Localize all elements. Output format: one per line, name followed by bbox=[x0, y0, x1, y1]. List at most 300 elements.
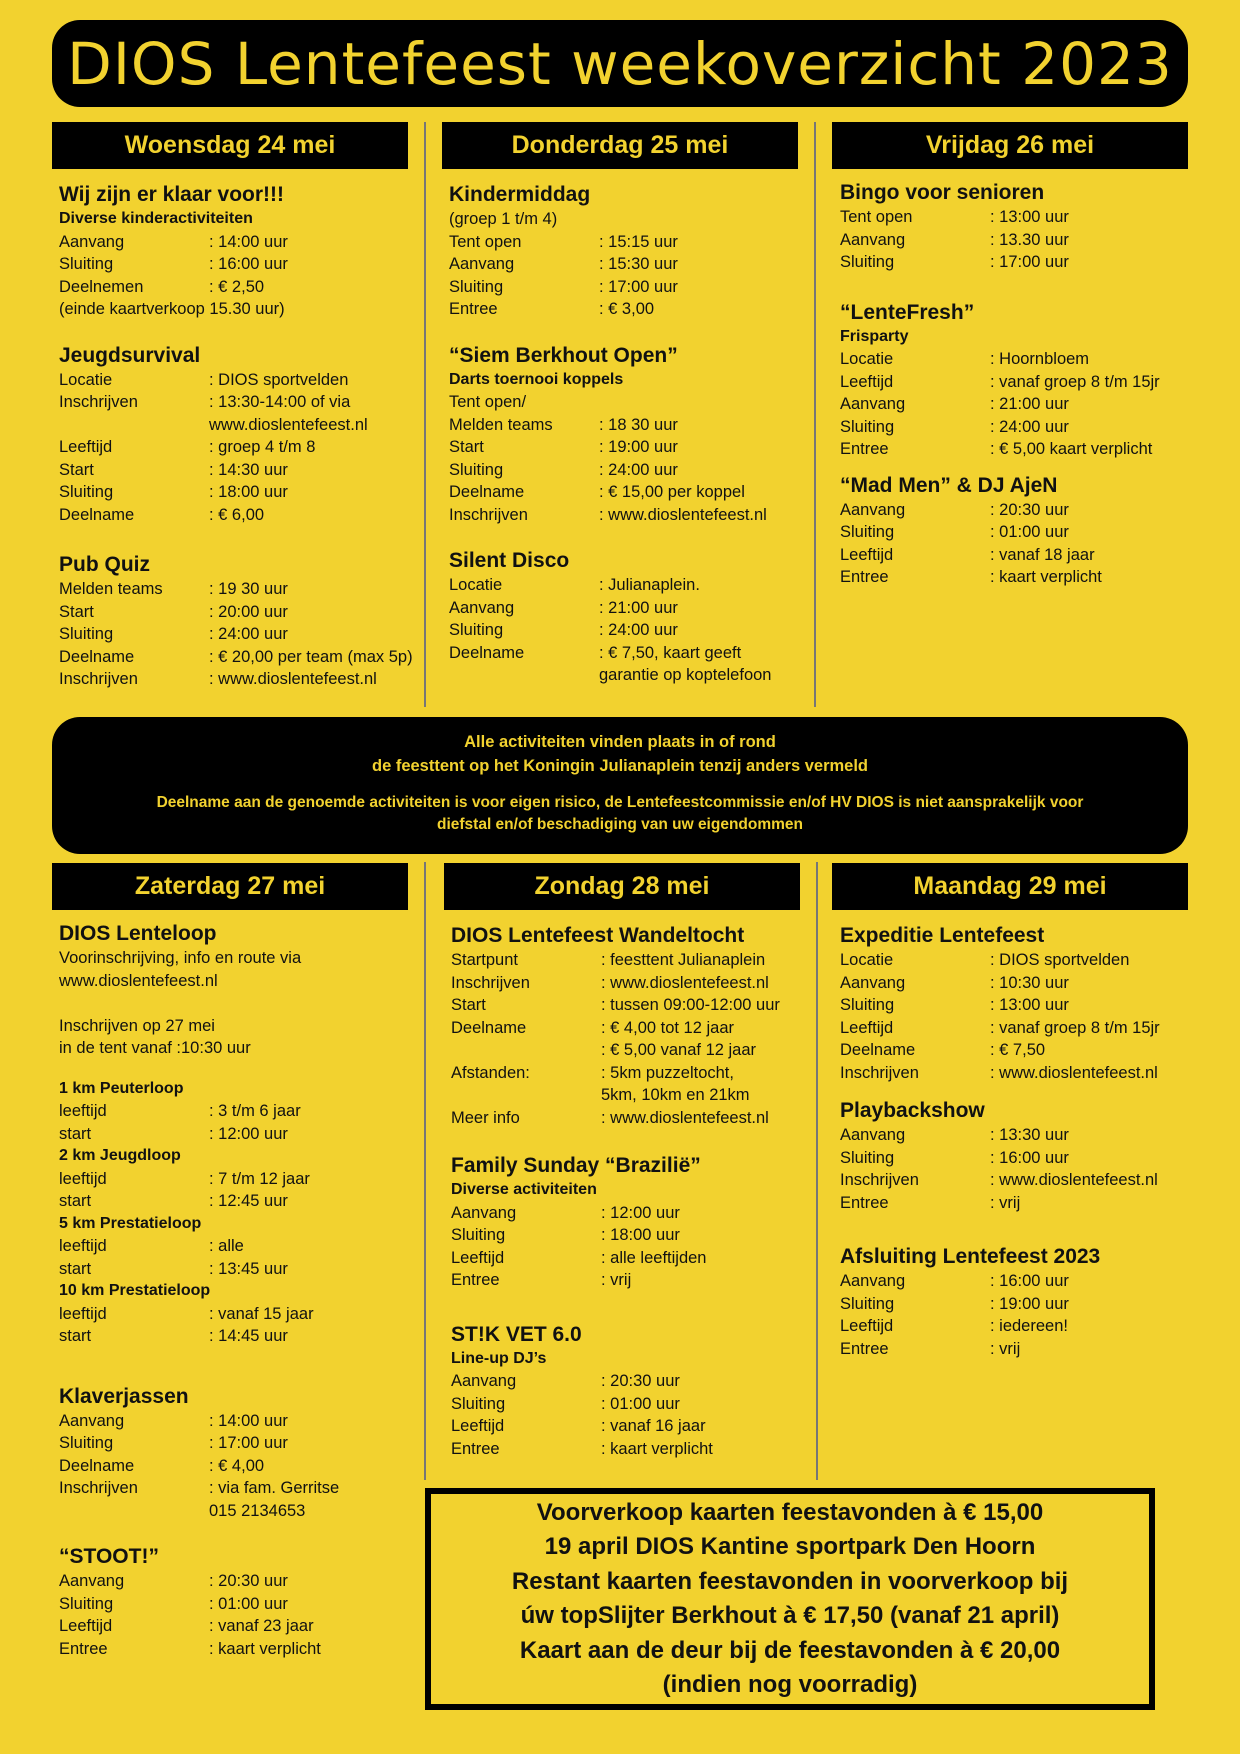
event-title: ST!K VET 6.0 bbox=[451, 1322, 582, 1346]
info-label: Melden teams bbox=[449, 415, 553, 434]
info-label: Entree bbox=[840, 568, 889, 586]
day-header-wednesday: Woensdag 24 mei bbox=[52, 122, 408, 169]
info-label: Sluiting bbox=[840, 523, 895, 541]
day-column-monday bbox=[840, 923, 1210, 1382]
info-value: : 15:30 uur bbox=[599, 255, 678, 273]
info-label: Inschrijven bbox=[59, 670, 138, 688]
info-value: : 20:30 uur bbox=[990, 500, 1069, 519]
day-header-monday: Maandag 29 mei bbox=[832, 863, 1188, 910]
info-row bbox=[451, 1269, 821, 1292]
info-row bbox=[59, 1477, 429, 1522]
info-value: : vanaf groep 8 t/m 15jr bbox=[990, 1018, 1160, 1037]
info-value: : € 5,00 vanaf 12 jaar bbox=[601, 1041, 757, 1059]
info-row bbox=[59, 1432, 429, 1455]
info-value: : DIOS sportvelden bbox=[990, 951, 1130, 969]
info-label: Aanvang bbox=[449, 255, 515, 273]
info-row bbox=[449, 436, 819, 459]
info-label bbox=[451, 1039, 601, 1062]
info-value: : 24:00 uur bbox=[599, 621, 678, 639]
info-row bbox=[840, 1192, 1210, 1215]
info-row bbox=[59, 253, 429, 276]
info-row bbox=[840, 1338, 1210, 1361]
info-value: : www.dioslentefeest.nl bbox=[601, 1108, 769, 1127]
info-value: : 20:30 uur bbox=[601, 1372, 680, 1390]
event-title: Playbackshow bbox=[840, 1099, 985, 1122]
info-value: : 3 t/m 6 jaar bbox=[209, 1102, 301, 1120]
info-row bbox=[59, 1235, 429, 1258]
info-row bbox=[840, 371, 1210, 394]
info-label: Deelname bbox=[59, 647, 135, 666]
info-label: Locatie bbox=[449, 576, 503, 594]
info-value: : groep 4 t/m 8 bbox=[209, 438, 316, 456]
info-label: Start bbox=[59, 460, 94, 479]
info-value: : 20:30 uur bbox=[209, 1572, 288, 1590]
event-subtitle: Line-up DJ’s bbox=[451, 1349, 547, 1367]
info-value: : www.dioslentefeest.nl bbox=[599, 505, 767, 524]
event-title: Expeditie Lentefeest bbox=[840, 924, 1045, 947]
day-column-saturday bbox=[59, 921, 429, 1682]
info-row bbox=[449, 504, 819, 527]
info-row bbox=[840, 949, 1210, 972]
info-row bbox=[451, 1370, 821, 1393]
info-row bbox=[840, 206, 1210, 229]
info-value: : 18:00 uur bbox=[601, 1226, 680, 1244]
info-label: Aanvang bbox=[840, 1126, 906, 1144]
event-subtitle: Frisparty bbox=[840, 327, 909, 345]
info-row bbox=[840, 1039, 1210, 1062]
info-row bbox=[840, 499, 1210, 522]
info-row bbox=[451, 1107, 821, 1130]
info-label: Leeftijd bbox=[59, 1617, 113, 1635]
info-label: Aanvang bbox=[59, 1572, 125, 1590]
event-subtitle: Darts toernooi koppels bbox=[449, 370, 624, 388]
event-title: “Siem Berkhout Open” bbox=[449, 343, 678, 367]
info-label: Sluiting bbox=[59, 255, 114, 273]
info-label: Aanvang bbox=[451, 1372, 517, 1390]
info-value: : 15:15 uur bbox=[599, 232, 678, 251]
info-row bbox=[840, 1169, 1210, 1192]
info-label: Sluiting bbox=[840, 1294, 895, 1313]
event-line bbox=[59, 992, 429, 1015]
info-label: Entree bbox=[451, 1271, 500, 1289]
info-value: : www.dioslentefeest.nl bbox=[990, 1063, 1158, 1082]
info-value: : www.dioslentefeest.nl bbox=[990, 1171, 1158, 1189]
info-label: leeftijd bbox=[59, 1169, 107, 1188]
info-value: : 01:00 uur bbox=[209, 1594, 288, 1613]
info-row bbox=[59, 481, 429, 504]
info-value: : kaart verplicht bbox=[990, 568, 1102, 586]
ticket-line: (indien nog voorradig) bbox=[662, 1671, 918, 1698]
day-column-thursday bbox=[449, 182, 819, 709]
info-value: : 13:30-14:00 of via www.dioslentefeest.nl bbox=[209, 393, 368, 434]
info-label: Inschrijven bbox=[840, 1063, 919, 1082]
ticket-line: Restant kaarten feestavonden in voorverkoop bij bbox=[511, 1567, 1069, 1595]
info-row bbox=[840, 416, 1210, 439]
info-value: : € 5,00 kaart verplicht bbox=[990, 440, 1153, 458]
info-label: Sluiting bbox=[451, 1226, 506, 1244]
info-value: : Hoornbloem bbox=[990, 350, 1090, 368]
info-value: : 19:00 uur bbox=[990, 1294, 1069, 1313]
event-title: Wij zijn er klaar voor!!! bbox=[59, 183, 285, 206]
info-label: Afstanden: bbox=[451, 1063, 530, 1082]
event-block bbox=[449, 343, 819, 527]
info-value: : € 4,00 tot 12 jaar bbox=[601, 1018, 735, 1037]
info-row bbox=[840, 1293, 1210, 1316]
info-row bbox=[449, 642, 819, 687]
event-title: Family Sunday “Brazilië” bbox=[451, 1154, 701, 1177]
info-row bbox=[451, 1224, 821, 1247]
info-value: : 24:00 uur bbox=[990, 417, 1069, 436]
info-row bbox=[59, 668, 429, 691]
ticket-line: 19 april DIOS Kantine sportpark Den Hoorn bbox=[544, 1533, 1036, 1560]
info-label: Aanvang bbox=[840, 500, 906, 519]
ticket-line: Kaart aan de deur bij de feestavonden à € 20,00 bbox=[519, 1636, 1061, 1664]
notice-line: Alle activiteiten vinden plaats in of rond bbox=[464, 733, 776, 751]
info-label: start bbox=[59, 1124, 92, 1143]
info-row bbox=[840, 972, 1210, 995]
info-row bbox=[840, 438, 1210, 461]
info-value: : via fam. Gerritse 015 2134653 bbox=[209, 1479, 340, 1520]
info-value: : www.dioslentefeest.nl bbox=[601, 973, 769, 992]
info-value: : 14:30 uur bbox=[209, 460, 288, 479]
info-label: Aanvang bbox=[840, 395, 906, 413]
day-column-wednesday bbox=[59, 182, 429, 713]
info-value: : 18 30 uur bbox=[599, 415, 678, 434]
info-label: Start bbox=[451, 996, 486, 1014]
info-value: : 7 t/m 12 jaar bbox=[209, 1169, 310, 1188]
info-row bbox=[59, 459, 429, 482]
info-label: Aanvang bbox=[840, 230, 906, 249]
info-label: Locatie bbox=[59, 370, 113, 389]
info-row bbox=[449, 298, 819, 321]
info-value: : 16:00 uur bbox=[209, 255, 288, 273]
info-row bbox=[451, 1017, 821, 1040]
info-row bbox=[59, 436, 429, 459]
disclaimer-line: Deelname aan de genoemde activiteiten is voor eigen risico, de Lentefeestcommissie en/of HV DIOS is niet aansprakelijk voor bbox=[156, 794, 1084, 811]
info-value: : iedereen! bbox=[990, 1317, 1068, 1335]
info-row bbox=[449, 414, 819, 437]
info-label: Locatie bbox=[840, 951, 894, 969]
info-label: Leeftijd bbox=[451, 1248, 505, 1267]
info-row bbox=[451, 972, 821, 995]
info-label: Inschrijven bbox=[840, 1171, 919, 1189]
info-label: Entree bbox=[59, 1639, 108, 1658]
event-note: (einde kaartverkoop 15.30 uur) bbox=[59, 300, 285, 318]
info-label: start bbox=[59, 1192, 92, 1210]
event-title: Silent Disco bbox=[449, 549, 570, 572]
info-label: Sluiting bbox=[449, 621, 504, 639]
info-label: Inschrijven bbox=[449, 505, 528, 524]
info-label: Sluiting bbox=[59, 1434, 114, 1452]
info-row bbox=[840, 521, 1210, 544]
info-value: : € 20,00 per team (max 5p) bbox=[209, 647, 413, 666]
info-label: Deelname bbox=[451, 1018, 527, 1037]
info-value: : 17:00 uur bbox=[990, 253, 1069, 271]
event-block bbox=[840, 300, 1210, 461]
info-value: : tussen 09:00-12:00 uur bbox=[601, 996, 780, 1014]
event-title: Pub Quiz bbox=[59, 553, 150, 576]
info-value: : € 15,00 per koppel bbox=[599, 483, 745, 501]
info-row bbox=[59, 231, 429, 254]
info-row bbox=[59, 1303, 429, 1326]
info-value: : vanaf 18 jaar bbox=[990, 545, 1095, 564]
info-row bbox=[449, 253, 819, 276]
info-label: Sluiting bbox=[840, 417, 895, 436]
info-row bbox=[449, 276, 819, 299]
title-banner bbox=[52, 20, 1188, 107]
day-header-saturday: Zaterdag 27 mei bbox=[52, 863, 408, 910]
info-row bbox=[449, 231, 819, 254]
day-header-friday: Vrijdag 26 mei bbox=[832, 122, 1188, 169]
info-label: Deelname bbox=[449, 643, 525, 662]
disclaimer-line: diefstal en/of beschadiging van uw eigendommen bbox=[436, 816, 804, 833]
event-note: (groep 1 t/m 4) bbox=[449, 210, 558, 228]
info-row bbox=[840, 994, 1210, 1017]
run-name: 1 km Peuterloop bbox=[59, 1079, 184, 1097]
info-label: Sluiting bbox=[449, 460, 504, 479]
info-value: : alle leeftijden bbox=[601, 1248, 707, 1267]
info-value: : € 7,50, kaart geeft garantie op koptelefoon bbox=[599, 643, 772, 684]
info-row bbox=[59, 623, 429, 646]
info-value: : 21:00 uur bbox=[990, 395, 1069, 413]
event-block bbox=[840, 923, 1210, 1084]
info-value: : 13:45 uur bbox=[209, 1259, 288, 1278]
event-block bbox=[840, 180, 1210, 274]
info-row bbox=[449, 574, 819, 597]
info-row bbox=[451, 1438, 821, 1461]
info-value: : € 6,00 bbox=[209, 505, 265, 524]
info-value: : 24:00 uur bbox=[599, 460, 678, 479]
info-row bbox=[59, 1325, 429, 1348]
info-label: Aanvang bbox=[59, 232, 125, 251]
info-row bbox=[59, 578, 429, 601]
info-row bbox=[840, 1315, 1210, 1338]
event-block bbox=[451, 1322, 821, 1461]
info-row bbox=[840, 544, 1210, 567]
event-block bbox=[59, 921, 429, 1348]
info-value: : 18:00 uur bbox=[209, 483, 288, 501]
info-value: : vrij bbox=[990, 1193, 1021, 1212]
info-row bbox=[59, 1410, 429, 1433]
info-value: : 20:00 uur bbox=[209, 602, 288, 621]
info-value: : vrij bbox=[601, 1271, 632, 1289]
info-row bbox=[451, 1393, 821, 1416]
info-label: Deelname bbox=[840, 1041, 916, 1059]
event-title: Afsluiting Lentefeest 2023 bbox=[840, 1245, 1101, 1268]
event-block bbox=[840, 1244, 1210, 1360]
info-value: : 13:00 uur bbox=[990, 208, 1069, 226]
info-label: leeftijd bbox=[59, 1102, 107, 1120]
info-row bbox=[449, 481, 819, 504]
info-row bbox=[451, 949, 821, 972]
info-value: : 5km puzzeltocht, 5km, 10km en 21km bbox=[601, 1063, 750, 1104]
info-row bbox=[840, 251, 1210, 274]
info-value: : 16:00 uur bbox=[990, 1272, 1069, 1290]
info-value: : 14:00 uur bbox=[209, 1411, 288, 1430]
info-label: Leeftijd bbox=[840, 372, 894, 391]
info-value: : 01:00 uur bbox=[601, 1394, 680, 1413]
info-label: Sluiting bbox=[449, 277, 504, 296]
info-value: : 10:30 uur bbox=[990, 973, 1069, 992]
info-label: Entree bbox=[449, 300, 498, 318]
info-label: Sluiting bbox=[840, 996, 895, 1014]
info-label: Inschrijven bbox=[451, 973, 530, 992]
info-row bbox=[451, 1202, 821, 1225]
event-block bbox=[449, 548, 819, 687]
event-title: “Mad Men” & DJ AjeN bbox=[840, 473, 1058, 497]
info-row bbox=[840, 566, 1210, 589]
info-row bbox=[451, 994, 821, 1017]
info-value: : www.dioslentefeest.nl bbox=[209, 670, 377, 688]
info-row bbox=[59, 601, 429, 624]
info-row bbox=[59, 276, 429, 299]
info-label: Melden teams bbox=[59, 580, 163, 598]
info-row bbox=[59, 1455, 429, 1478]
event-title: Klaverjassen bbox=[59, 1384, 189, 1408]
info-value: : € 2,50 bbox=[209, 277, 265, 296]
info-label: Leeftijd bbox=[59, 438, 113, 456]
event-title: “LenteFresh” bbox=[840, 300, 975, 324]
info-value: : kaart verplicht bbox=[601, 1439, 713, 1458]
info-label: Aanvang bbox=[451, 1203, 517, 1222]
event-title: Bingo voor senioren bbox=[840, 181, 1045, 204]
info-value: : 19:00 uur bbox=[599, 438, 678, 456]
event-block bbox=[59, 343, 429, 527]
info-value: : 12:00 uur bbox=[209, 1124, 288, 1143]
info-row bbox=[59, 1258, 429, 1281]
info-value: : alle bbox=[209, 1237, 244, 1255]
info-label: Aanvang bbox=[840, 1272, 906, 1290]
info-label: leeftijd bbox=[59, 1304, 107, 1323]
event-note: Tent open/ bbox=[449, 393, 527, 411]
event-block bbox=[59, 552, 429, 691]
info-label: Sluiting bbox=[59, 1594, 114, 1613]
event-block bbox=[451, 923, 821, 1129]
ticket-line: Voorverkoop kaarten feestavonden à € 15,00 bbox=[536, 1498, 1044, 1526]
info-row bbox=[840, 348, 1210, 371]
day-header-sunday: Zondag 28 mei bbox=[444, 863, 800, 910]
info-value: : 13:30 uur bbox=[990, 1126, 1069, 1144]
info-value: : 12:00 uur bbox=[601, 1203, 680, 1222]
info-label: Sluiting bbox=[59, 625, 114, 643]
info-value: : vanaf 23 jaar bbox=[209, 1617, 314, 1635]
info-label: Deelname bbox=[59, 1456, 135, 1475]
info-row bbox=[449, 597, 819, 620]
event-subtitle: Diverse activiteiten bbox=[451, 1181, 597, 1198]
info-label: Entree bbox=[840, 1339, 889, 1358]
info-row bbox=[59, 504, 429, 527]
info-label: Aanvang bbox=[59, 1411, 125, 1430]
info-value: : 12:45 uur bbox=[209, 1192, 288, 1210]
info-row bbox=[451, 1247, 821, 1270]
notice-line: de feesttent op het Koningin Julianaplein tenzij anders vermeld bbox=[372, 757, 868, 775]
info-row bbox=[451, 1062, 821, 1107]
info-label: start bbox=[59, 1259, 92, 1278]
info-row bbox=[451, 1039, 821, 1062]
info-row bbox=[840, 1017, 1210, 1040]
info-label: Start bbox=[59, 602, 94, 621]
event-title: Jeugdsurvival bbox=[59, 343, 201, 367]
info-label: Leeftijd bbox=[840, 1018, 894, 1037]
event-title: DIOS Lenteloop bbox=[59, 922, 217, 945]
event-subtitle: Diverse kinderactiviteiten bbox=[59, 210, 253, 227]
info-value: : 24:00 uur bbox=[209, 625, 288, 643]
info-value: : 17:00 uur bbox=[599, 277, 678, 296]
info-row bbox=[59, 391, 429, 436]
info-label: Sluiting bbox=[840, 1148, 895, 1167]
info-label: Locatie bbox=[840, 350, 894, 368]
info-label: Sluiting bbox=[451, 1394, 506, 1413]
info-value: : 13.30 uur bbox=[990, 230, 1069, 249]
event-block bbox=[59, 182, 429, 321]
info-label: Entree bbox=[840, 440, 889, 458]
event-line: www.dioslentefeest.nl bbox=[59, 971, 218, 990]
info-value: : 16:00 uur bbox=[990, 1148, 1069, 1167]
info-row bbox=[449, 619, 819, 642]
info-label: Entree bbox=[840, 1193, 889, 1212]
event-line: Inschrijven op 27 mei bbox=[59, 1016, 215, 1035]
info-value: : € 4,00 bbox=[209, 1456, 265, 1475]
info-row bbox=[449, 459, 819, 482]
info-value: : DIOS sportvelden bbox=[209, 370, 349, 389]
event-title: “STOOT!” bbox=[59, 1545, 159, 1568]
event-block bbox=[449, 182, 819, 321]
info-label: Meer info bbox=[451, 1108, 520, 1127]
run-name: 5 km Prestatieloop bbox=[59, 1214, 202, 1232]
info-label: Sluiting bbox=[840, 253, 895, 271]
run-name: 10 km Prestatieloop bbox=[59, 1282, 211, 1299]
info-row bbox=[840, 1147, 1210, 1170]
event-block bbox=[59, 1384, 429, 1523]
info-row bbox=[59, 1100, 429, 1123]
info-row bbox=[59, 1190, 429, 1213]
info-row bbox=[59, 1615, 429, 1638]
info-value: : vanaf 16 jaar bbox=[601, 1417, 706, 1435]
day-header-thursday: Donderdag 25 mei bbox=[442, 122, 798, 169]
info-row bbox=[840, 229, 1210, 252]
info-row bbox=[840, 1124, 1210, 1147]
day-column-sunday bbox=[451, 923, 821, 1482]
info-label: Leeftijd bbox=[840, 1317, 894, 1335]
info-row bbox=[59, 1593, 429, 1616]
run-name: 2 km Jeugdloop bbox=[59, 1147, 181, 1164]
event-block bbox=[451, 1153, 821, 1292]
event-block bbox=[59, 1544, 429, 1660]
info-label: Deelname bbox=[59, 505, 135, 524]
info-row bbox=[59, 1638, 429, 1661]
info-value: : € 3,00 bbox=[599, 300, 655, 318]
info-value: : vanaf 15 jaar bbox=[209, 1304, 314, 1323]
event-title: DIOS Lentefeest Wandeltocht bbox=[451, 924, 745, 947]
info-row bbox=[451, 1415, 821, 1438]
info-label: Deelnemen bbox=[59, 277, 144, 296]
page-title: DIOS Lentefeest weekoverzicht 2023 bbox=[67, 29, 1173, 98]
day-column-friday bbox=[840, 180, 1210, 611]
info-label: Leeftijd bbox=[840, 545, 894, 564]
info-row bbox=[59, 646, 429, 669]
info-value: : kaart verplicht bbox=[209, 1639, 321, 1658]
info-value: : 14:45 uur bbox=[209, 1327, 288, 1345]
info-value: : vanaf groep 8 t/m 15jr bbox=[990, 372, 1160, 391]
info-label: Inschrijven bbox=[59, 393, 138, 411]
info-row bbox=[59, 1123, 429, 1146]
event-block bbox=[840, 473, 1210, 589]
info-label: Aanvang bbox=[449, 598, 515, 617]
info-label: Entree bbox=[451, 1439, 500, 1458]
info-value: : Julianaplein. bbox=[599, 576, 700, 594]
info-value: : € 7,50 bbox=[990, 1041, 1046, 1059]
info-label: Start bbox=[449, 438, 484, 456]
